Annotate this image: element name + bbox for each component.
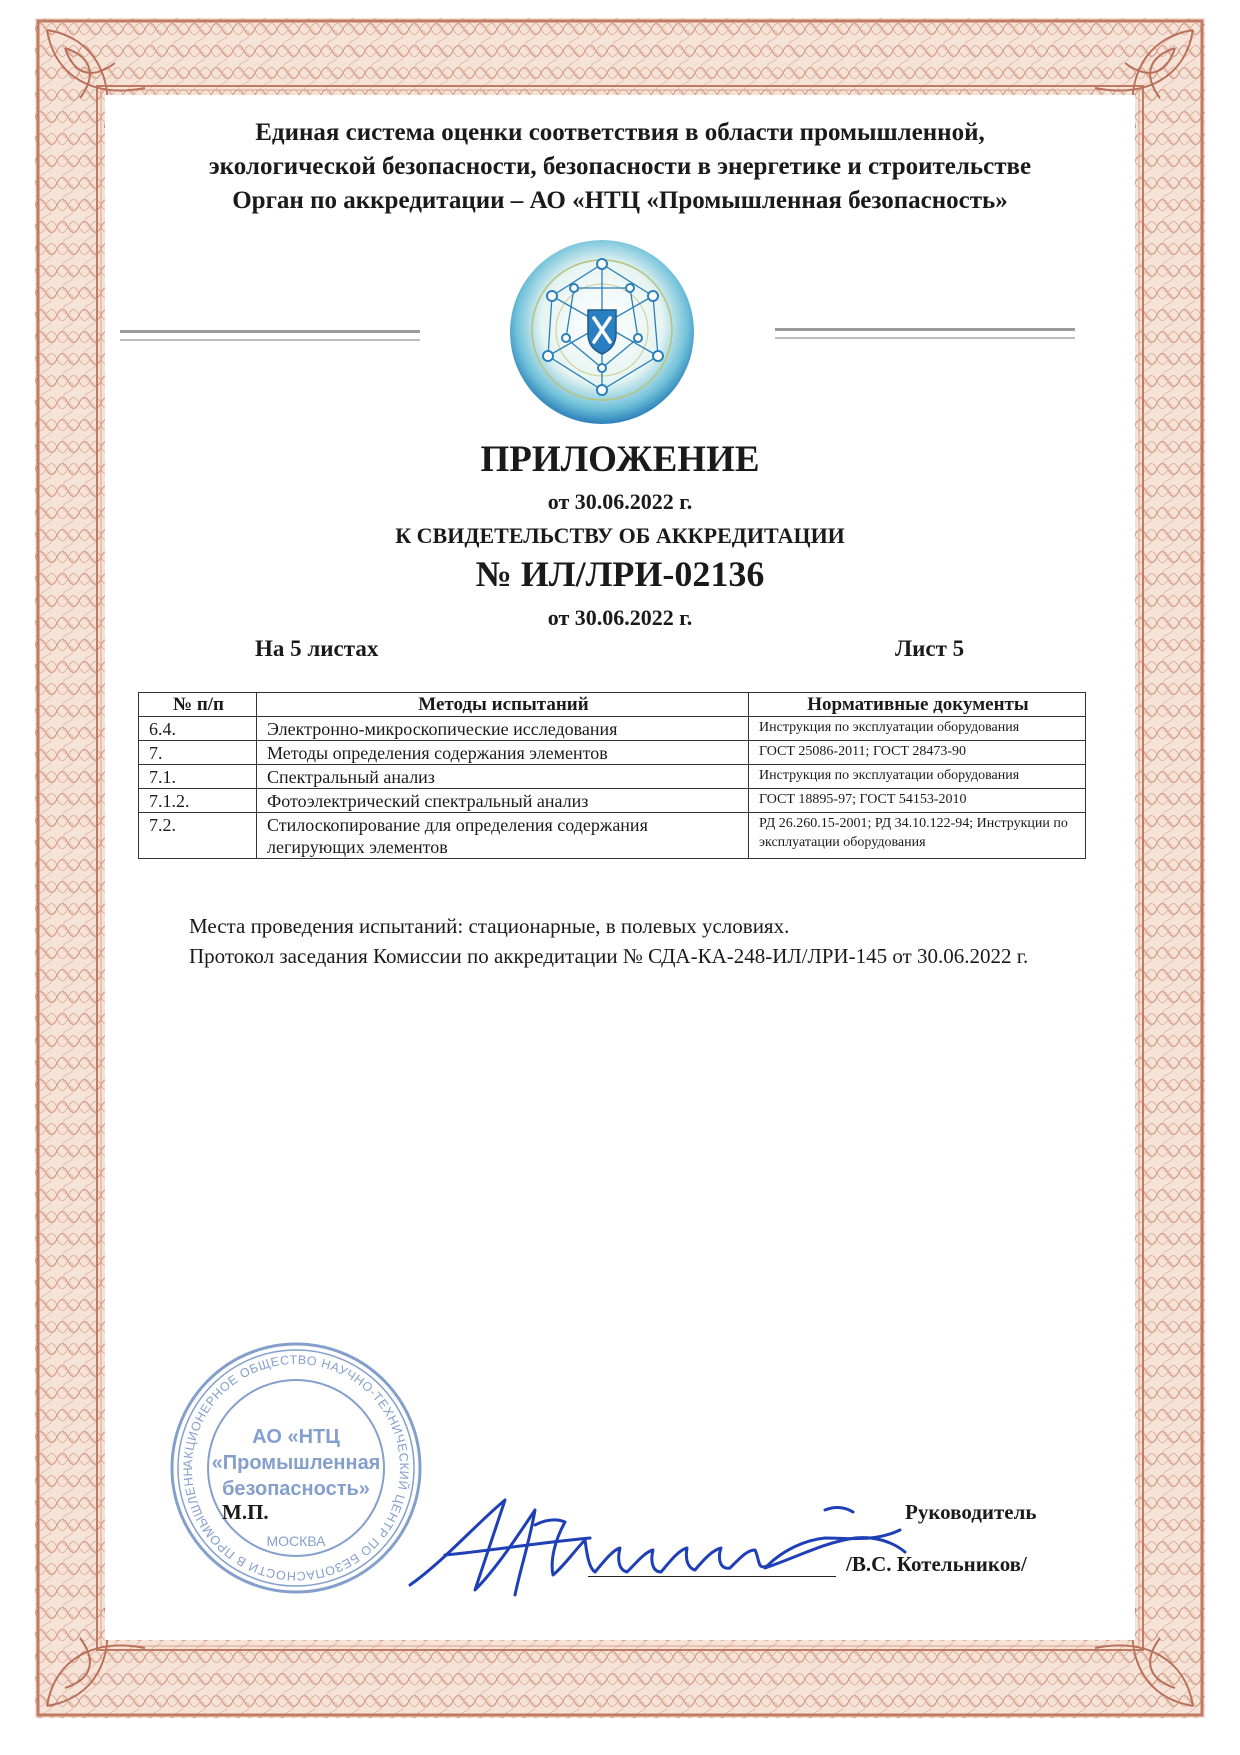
row-number: 7.1.	[139, 765, 257, 789]
row-documents: ГОСТ 18895-97; ГОСТ 54153-2010	[749, 789, 1086, 813]
testing-places-note: Места проведения испытаний: стационарные, в полевых условиях.	[189, 914, 790, 938]
row-method: Фотоэлектрический спектральный анализ	[257, 789, 749, 813]
row-number: 7.1.2.	[139, 789, 257, 813]
header-line-2: экологической безопасности, безопасности в энергетике и строительстве	[208, 153, 1032, 180]
row-documents: РД 26.260.15-2001; РД 34.10.122-94; Инструкции по эксплуатации оборудования	[749, 813, 1086, 859]
row-documents: ГОСТ 25086-2011; ГОСТ 28473-90	[749, 741, 1086, 765]
table-row	[139, 789, 1086, 813]
stamp-ring-text: АКЦИОНЕРНОЕ ОБЩЕСТВО НАУЧНО-ТЕХНИЧЕСКИЙ ЦЕНТР ПО БЕЗОПАСНОСТИ В ПРОМЫШЛЕНН	[180, 1352, 412, 1584]
column-header: № п/п	[139, 693, 257, 717]
certification-emblem-icon	[508, 238, 696, 426]
row-number: 7.2.	[139, 813, 257, 859]
header-line-3: Орган по аккредитации – АО «НТЦ «Промышленная безопасность»	[232, 187, 1008, 214]
sheets-total: На 5 листах	[255, 636, 379, 661]
column-header: Нормативные документы	[749, 693, 1086, 717]
row-method: Стилоскопирование для определения содержания легирующих элементов	[257, 813, 749, 859]
row-documents: Инструкция по эксплуатации оборудования	[749, 717, 1086, 741]
signatory-name: /В.С. Котельников/	[846, 1552, 1027, 1576]
stamp-center-line-1: АО «НТЦ	[252, 1426, 340, 1448]
stamp-center-line-2: «Промышленная	[211, 1452, 381, 1474]
table-row	[139, 813, 1086, 859]
title-date: от 30.06.2022 г.	[547, 489, 693, 514]
handwritten-signature	[405, 1480, 960, 1610]
table-header-row	[139, 693, 1086, 717]
certificate-number: № ИЛ/ЛРИ-02136	[475, 554, 765, 594]
left-rule	[120, 330, 420, 341]
sheet-number: Лист 5	[895, 636, 965, 661]
stamp-center-line-3: безопасность»	[222, 1478, 370, 1500]
row-number: 6.4.	[139, 717, 257, 741]
table-row	[139, 717, 1086, 741]
table-row	[139, 741, 1086, 765]
stamp-city: МОСКВА	[266, 1533, 326, 1549]
certificate-date: от 30.06.2022 г.	[547, 605, 693, 630]
row-method: Электронно-микроскопические исследования	[257, 717, 749, 741]
organization-stamp	[166, 1338, 426, 1598]
protocol-note: Протокол заседания Комиссии по аккредитации № СДА-КА-248-ИЛ/ЛРИ-145 от 30.06.2022 г.	[189, 944, 1029, 968]
row-method: Методы определения содержания элементов	[257, 741, 749, 765]
title-subtitle: К СВИДЕТЕЛЬСТВУ ОБ АККРЕДИТАЦИИ	[395, 523, 845, 548]
row-documents: Инструкция по эксплуатации оборудования	[749, 765, 1086, 789]
stamp-place-label: М.П.	[222, 1500, 269, 1524]
column-header: Методы испытаний	[257, 693, 749, 717]
methods-table	[138, 692, 1086, 859]
header-line-1: Единая система оценки соответствия в области промышленной,	[255, 119, 985, 146]
row-method: Спектральный анализ	[257, 765, 749, 789]
document-title: ПРИЛОЖЕНИЕ	[480, 439, 760, 480]
row-number: 7.	[139, 741, 257, 765]
signatory-role: Руководитель	[905, 1500, 1037, 1524]
table-row	[139, 765, 1086, 789]
right-rule	[775, 328, 1075, 339]
